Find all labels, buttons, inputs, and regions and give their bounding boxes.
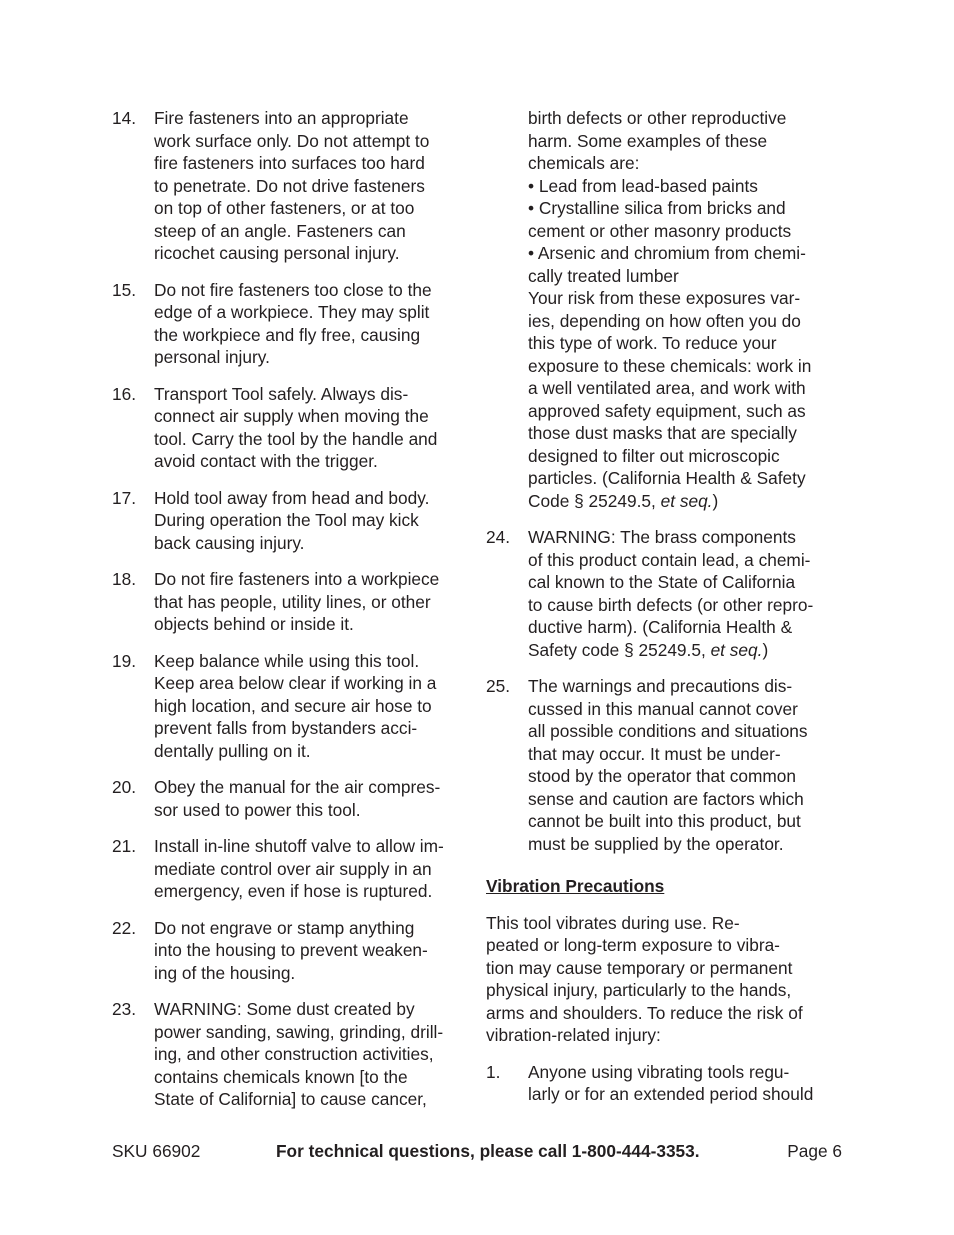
et-seq-italic: et seq.	[710, 639, 763, 660]
et-seq-italic: et seq.	[660, 490, 713, 511]
item-text: Transport Tool safely. Always dis- connect air supply when moving the tool. Carry the tool by the handle and avoid contact with the trigger.	[154, 383, 438, 471]
list-item	[112, 998, 472, 1111]
page-number: Page 6	[787, 1141, 842, 1161]
tech-support-line: For technical questions, please call 1-800-444-3353.	[276, 1141, 700, 1161]
list-item	[486, 526, 842, 661]
item-number: 16.	[112, 383, 137, 404]
item-text: Fire fasteners into an appropriate work surface only. Do not attempt to fire fasteners into surfaces too hard to penetrate. Do not drive fasteners on top of other fasteners, or at too steep of an angle. Fasteners can ricochet causing personal injury.	[154, 108, 430, 263]
list-item	[112, 279, 472, 369]
item-text	[528, 526, 842, 661]
item-23-continuation	[528, 107, 842, 512]
list-item	[486, 675, 842, 855]
item-24-text: WARNING: The brass components of this product contain lead, a chemi- cal known to the State of California to cause birth defects (or other repro- ductive harm). (California Health & Safety code § 25249.5,	[528, 527, 814, 660]
list-item	[112, 650, 472, 763]
closing-paren: )	[712, 490, 719, 511]
item-number: 14.	[112, 108, 137, 128]
item-number: 19.	[112, 650, 137, 671]
list-item	[112, 776, 472, 821]
closing-paren: )	[762, 639, 769, 660]
item-text: Keep balance while using this tool. Keep area below clear if working in a high location, and secure air hose to prevent falls from bystanders acci- dentally pulling on it.	[154, 650, 437, 761]
item-text: Anyone using vibrating tools regu- larly or for an extended period should	[528, 1061, 814, 1104]
item-text: WARNING: Some dust created by power sanding, sawing, grinding, drill- ing, and other construction activities, contains chemicals known [to the State of California] to cause cancer,	[154, 999, 444, 1109]
sku-label: SKU 66902	[112, 1141, 201, 1161]
list-item	[112, 487, 472, 555]
item-text: Do not fire fasteners into a workpiece that has people, utility lines, or other objects behind or inside it.	[154, 569, 440, 634]
list-item	[112, 383, 472, 473]
right-column	[486, 107, 842, 1120]
vibration-heading: Vibration Precautions	[486, 876, 665, 896]
list-item	[112, 568, 472, 636]
item-text: Do not engrave or stamp anything into the housing to prevent weaken- ing of the housing.	[154, 917, 428, 983]
item-text: Obey the manual for the air compres- sor used to power this tool.	[154, 777, 441, 820]
item-number: 21.	[112, 836, 137, 856]
item-text: Install in-line shutoff valve to allow im- mediate control over air supply in an emergency, even if hose is ruptured.	[154, 836, 444, 901]
list-item	[112, 835, 472, 903]
list-item	[486, 1061, 842, 1106]
left-column	[112, 107, 472, 1125]
item-number: 23.	[112, 999, 137, 1019]
item-number: 25.	[486, 676, 511, 696]
item-text: Do not fire fasteners too close to the edge of a workpiece. They may split the workpiece and fly free, causing personal injury.	[154, 279, 432, 367]
list-item	[112, 107, 472, 265]
item-number: 20.	[112, 777, 137, 797]
item-number: 1.	[486, 1061, 501, 1082]
vibration-paragraph: This tool vibrates during use. Re- peated or long-term exposure to vibra- tion may cause temporary or permanent physical injury, particularly to the hands, arms and shoulders. To reduce the risk of vibration-related injury:	[486, 912, 803, 1045]
list-item	[112, 917, 472, 985]
item-number: 22.	[112, 917, 137, 938]
item-text: Hold tool away from head and body. During operation the Tool may kick back causing injury.	[154, 487, 430, 553]
item-number: 24.	[486, 527, 511, 547]
item-text: The warnings and precautions dis- cussed in this manual cannot cover all possible conditions and situations that may occur. It must be under- stood by the operator that common sense and caution are factors which cannot be built into this product, but must be supplied by the operator.	[528, 676, 808, 854]
item-number: 17.	[112, 487, 137, 508]
item-number: 18.	[112, 569, 137, 589]
page-footer	[112, 1139, 842, 1163]
continuation-text: birth defects or other reproductive harm. Some examples of these chemicals are: • Lead from lead-based paints • Crystalline silica from bricks and cement or other masonry products • Arsenic and chromium from chemi- cally treated lumber Your risk from these exposures var- ies, depending on how often you do this type of work. To reduce your exposure to these chemicals: work in a well ventilated area, and work with approved safety equipment, such as those dust masks that are specially designed to filter out microscopic particles. (California Health & Safety Code § 25249.5,	[528, 108, 812, 511]
item-number: 15.	[112, 279, 137, 300]
